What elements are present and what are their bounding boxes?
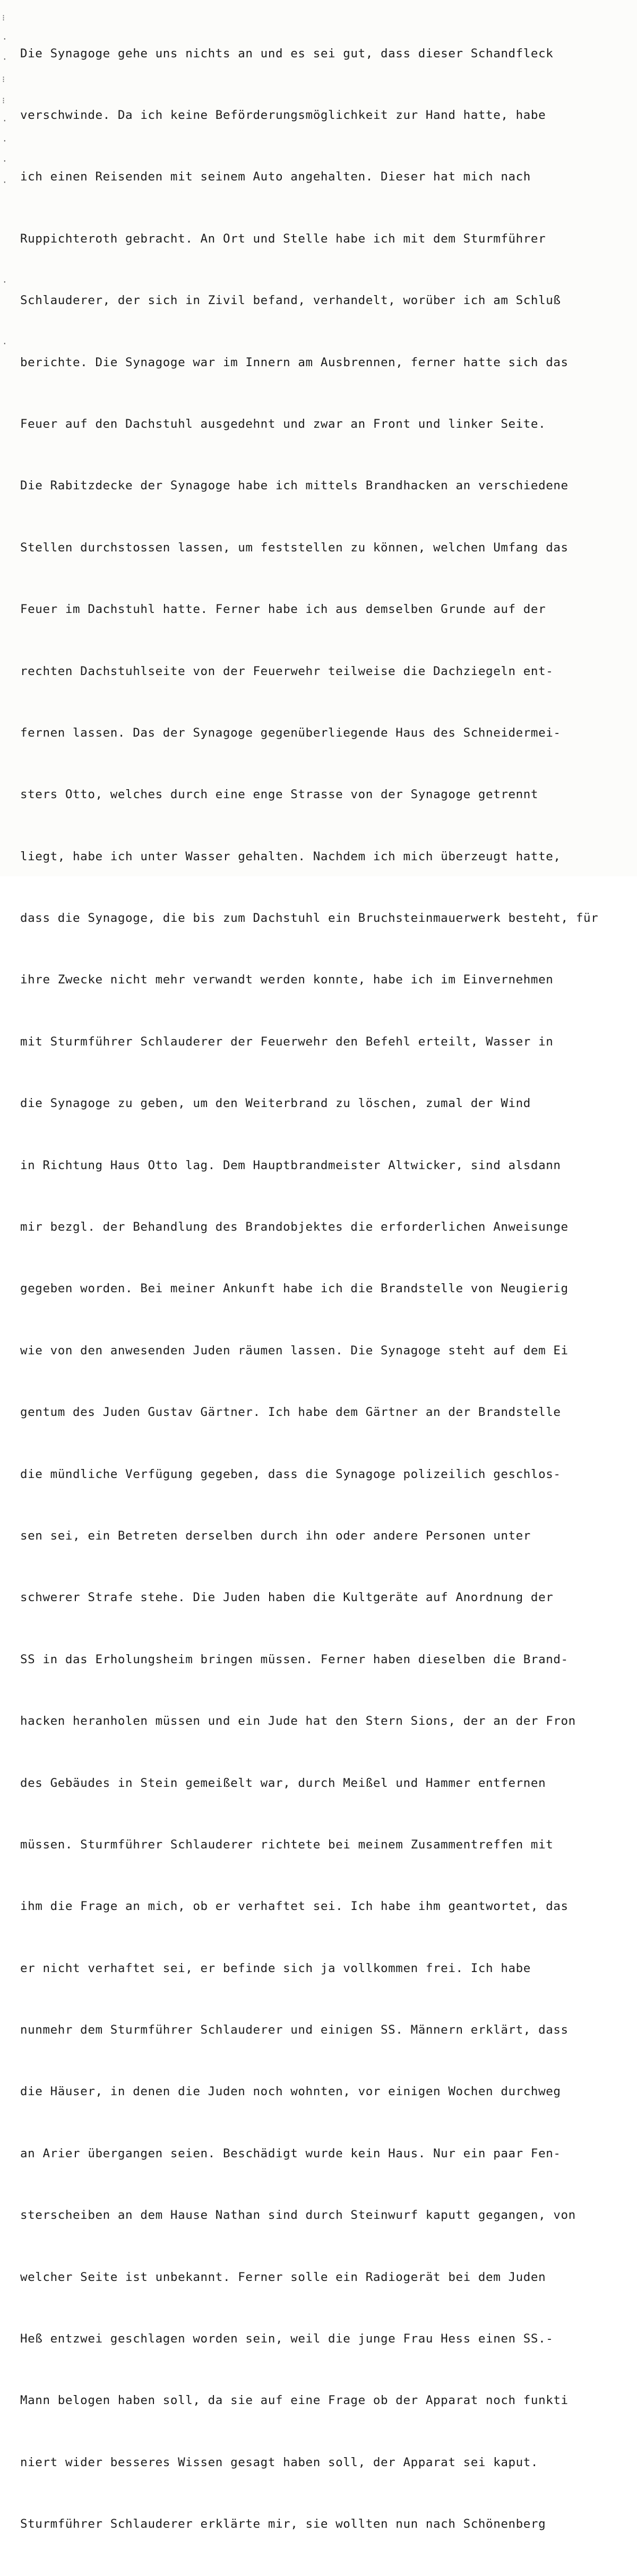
margin-mark: ⁝ [2, 74, 5, 84]
text-line: Mann belogen haben soll, da sie auf eine Frage ob der Apparat noch funkti [20, 2393, 569, 2408]
text-line: welcher Seite ist unbekannt. Ferner solle ein Radiogerät bei dem Juden [20, 2270, 546, 2284]
text-line: ihre Zwecke nicht mehr verwandt werden konnte, habe ich im Einvernehmen [20, 973, 554, 987]
margin-mark: · [2, 116, 7, 126]
text-line: ich einen Reisenden mit seinem Auto angehalten. Dieser hat mich nach [20, 170, 531, 184]
text-line: dass die Synagoge, die bis zum Dachstuhl ein Bruchsteinmauerwerk besteht, für [20, 911, 599, 926]
margin-mark: ⁝ [2, 13, 5, 23]
margin-mark: · [2, 34, 7, 44]
text-line: nunmehr dem Sturmführer Schlauderer und einigen SS. Männern erklärt, dass [20, 2023, 569, 2037]
text-line: mit Sturmführer Schlauderer der Feuerwehr den Befehl erteilt, Wasser in [20, 1034, 554, 1049]
text-line: in Richtung Haus Otto lag. Dem Hauptbrandmeister Altwicker, sind alsdann [20, 1158, 561, 1172]
margin-mark: · [2, 277, 7, 287]
text-line: Stellen durchstossen lassen, um feststellen zu können, welchen Umfang das [20, 540, 569, 555]
text-line: des Gebäudes in Stein gemeißelt war, durch Meißel und Hammer entfernen [20, 1776, 546, 1790]
text-line: schwerer Strafe stehe. Die Juden haben die Kultgeräte auf Anordnung der [20, 1590, 554, 1605]
margin-mark: · [2, 339, 7, 349]
margin-mark: · [2, 177, 7, 187]
text-line: mir bezgl. der Behandlung des Brandobjektes die erforderlichen Anweisunge [20, 1220, 569, 1234]
text-line: die Synagoge zu geben, um den Weiterbrand zu löschen, zumal der Wind [20, 1096, 531, 1111]
text-line: verschwinde. Da ich keine Beförderungsmöglichkeit zur Hand hatte, habe [20, 108, 546, 122]
text-line: sters Otto, welches durch eine enge Strasse von der Synagoge getrennt [20, 788, 539, 802]
text-line: Schlauderer, der sich in Zivil befand, verhandelt, worüber ich am Schluß [20, 293, 561, 308]
text-line: Sturmführer Schlauderer erklärte mir, sie wollten nun nach Schönenberg [20, 2517, 546, 2531]
text-line: er nicht verhaftet sei, er befinde sich ja vollkommen frei. Ich habe [20, 1961, 531, 1975]
text-line: gentum des Juden Gustav Gärtner. Ich habe dem Gärtner an der Brandstelle [20, 1405, 561, 1420]
text-line: Ruppichteroth gebracht. An Ort und Stelle habe ich mit dem Sturmführer [20, 231, 546, 246]
text-line: die Häuser, in denen die Juden noch wohnten, vor einigen Wochen durchweg [20, 2085, 561, 2099]
typed-letter-body [20, 2, 636, 2576]
text-line: wie von den anwesenden Juden räumen lassen. Die Synagoge steht auf dem Ei [20, 1343, 569, 1358]
text-line: Feuer im Dachstuhl hatte. Ferner habe ich aus demselben Grunde auf der [20, 602, 546, 617]
text-line: fernen lassen. Das der Synagoge gegenüberliegende Haus des Schneidermei- [20, 725, 561, 740]
text-line: Die Synagoge gehe uns nichts an und es sei gut, dass dieser Schandfleck [20, 46, 554, 60]
text-line: liegt, habe ich unter Wasser gehalten. Nachdem ich mich überzeugt hatte, [20, 849, 561, 863]
text-line: SS in das Erholungsheim bringen müssen. Ferner haben dieselben die Brand- [20, 1652, 569, 1666]
margin-mark: ⁝ [2, 96, 5, 106]
text-line: ihm die Frage an mich, ob er verhaftet sei. Ich habe ihm geantwortet, das [20, 1899, 569, 1914]
margin-mark: · [2, 136, 7, 146]
text-line: sterscheiben an dem Hause Nathan sind durch Steinwurf kaputt gegangen, von [20, 2208, 576, 2223]
text-line: gegeben worden. Bei meiner Ankunft habe ich die Brandstelle von Neugierig [20, 1282, 569, 1296]
text-line: müssen. Sturmführer Schlauderer richtete bei meinem Zusammentreffen mit [20, 1837, 554, 1852]
text-line: die mündliche Verfügung gegeben, dass die Synagoge polizeilich geschlos- [20, 1467, 561, 1481]
text-line: Heß entzwei geschlagen worden sein, weil die junge Frau Hess einen SS.- [20, 2332, 554, 2346]
margin-mark: · [2, 54, 7, 64]
text-line: rechten Dachstuhlseite von der Feuerwehr teilweise die Dachziegeln ent- [20, 664, 554, 678]
text-line: Feuer auf den Dachstuhl ausgedehnt und zwar an Front und linker Seite. [20, 417, 546, 431]
text-line: an Arier übergangen seien. Beschädigt wurde kein Haus. Nur ein paar Fen- [20, 2146, 561, 2160]
text-line: Die Rabitzdecke der Synagoge habe ich mittels Brandhacken an verschiedene [20, 479, 569, 493]
text-line: niert wider besseres Wissen gesagt haben soll, der Apparat sei kaput. [20, 2455, 539, 2469]
margin-mark: · [2, 156, 7, 166]
text-line: sen sei, ein Betreten derselben durch ihn oder andere Personen unter [20, 1528, 531, 1543]
left-margin-marks [0, 0, 21, 876]
text-line: hacken heranholen müssen und ein Jude hat den Stern Sions, der an der Fron [20, 1714, 576, 1728]
text-line: berichte. Die Synagoge war im Innern am Ausbrennen, ferner hatte sich das [20, 355, 569, 369]
